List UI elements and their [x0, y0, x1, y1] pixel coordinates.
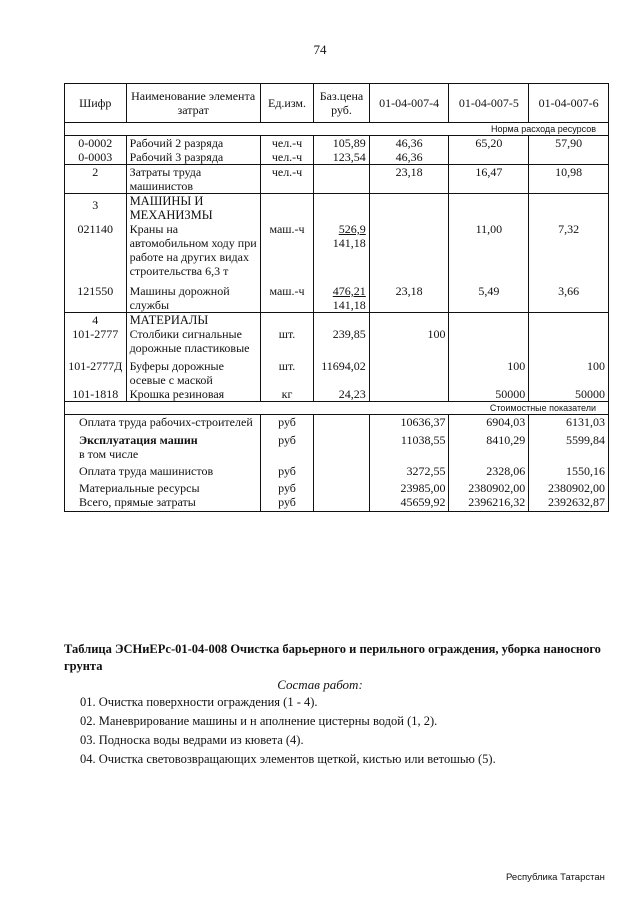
cost-v3: 5599,84	[529, 429, 609, 461]
cell-v3: 10,98	[529, 165, 609, 194]
cell-price	[314, 429, 370, 461]
cell-v3	[529, 150, 609, 165]
cell-price: 239,85	[314, 327, 370, 359]
cost-row	[65, 495, 609, 512]
norm-label-row	[65, 123, 609, 136]
table-row	[65, 150, 609, 165]
cell-v3: 57,90	[529, 136, 609, 151]
footer-region: Республика Татарстан	[506, 872, 605, 883]
cell-v3: 3,66	[529, 284, 609, 313]
cost-unit: руб	[260, 429, 313, 461]
price-value: 141,18	[332, 298, 366, 312]
cell-unit: шт.	[260, 327, 313, 359]
works-item: 03. Подноска воды ведрами из кювета (4).	[80, 733, 304, 747]
cell-v1	[369, 359, 449, 387]
works-item: 04. Очистка световозвращающих элементов щеткой, кистью или ветошью (5).	[80, 752, 496, 766]
cell-code: 4	[65, 313, 127, 328]
cell-name: Крошка резиновая	[126, 387, 260, 402]
cell-code: 3	[65, 194, 127, 223]
cost-row	[65, 478, 609, 495]
cell-v1	[369, 387, 449, 402]
table-row	[65, 284, 609, 313]
cost-row	[65, 429, 609, 461]
cell-v2: 100	[449, 359, 529, 387]
cell-v2	[449, 313, 529, 328]
cost-v1: 11038,55	[369, 429, 449, 461]
cost-name: Оплата труда рабочих-строителей	[65, 415, 261, 430]
cell-code: 2	[65, 165, 127, 194]
cell-name: Краны на автомобильном ходу при работе на других видах строительства 6,3 т	[126, 222, 260, 284]
header-unit: Ед.изм.	[260, 84, 313, 123]
table-header-row	[65, 84, 609, 123]
cell-v1: 100	[369, 327, 449, 359]
cost-v2: 8410,29	[449, 429, 529, 461]
cell-v2: 16,47	[449, 165, 529, 194]
cell-v2	[449, 150, 529, 165]
cell-v2: 5,49	[449, 284, 529, 313]
cell-code: 101-2777Д	[65, 359, 127, 387]
header-col1: 01-04-007-4	[369, 84, 449, 123]
cost-label: Стоимостные показатели	[65, 402, 609, 415]
cell-code: 021140	[65, 222, 127, 284]
cell-v1: 23,18	[369, 284, 449, 313]
cell-price: 123,54	[314, 150, 370, 165]
cell-code: 101-2777	[65, 327, 127, 359]
header-col2: 01-04-007-5	[449, 84, 529, 123]
header-price: Баз.цена руб.	[314, 84, 370, 123]
cell-v1: 46,36	[369, 136, 449, 151]
cost-v3: 6131,03	[529, 415, 609, 430]
works-item: 01. Очистка поверхности ограждения (1 - 4).	[80, 695, 318, 709]
cost-row	[65, 461, 609, 478]
cost-unit: руб	[260, 478, 313, 495]
cell-v3: 7,32	[529, 222, 609, 284]
cell-name: Буферы дорожные осевые с маской	[126, 359, 260, 387]
cost-v1: 45659,92	[369, 495, 449, 512]
cell-unit: маш.-ч	[260, 284, 313, 313]
cell-price	[314, 478, 370, 495]
table-row	[65, 359, 609, 387]
cell-price	[314, 165, 370, 194]
cost-name: Оплата труда машинистов	[65, 461, 261, 478]
cell-price	[314, 415, 370, 430]
price-value: 141,18	[332, 236, 366, 250]
cell-unit: чел.-ч	[260, 136, 313, 151]
cost-v1: 3272,55	[369, 461, 449, 478]
cost-v3: 2380902,00	[529, 478, 609, 495]
works-list	[80, 693, 620, 769]
table-row	[65, 165, 609, 194]
price-value: 526,9	[338, 222, 366, 236]
works-caption: Состав работ:	[277, 677, 363, 692]
resource-table	[64, 83, 609, 512]
cell-v3	[529, 313, 609, 328]
cost-unit: руб	[260, 415, 313, 430]
cell-code: 101-1818	[65, 387, 127, 402]
cost-v3: 2392632,87	[529, 495, 609, 512]
norm-label: Норма расхода ресурсов	[65, 123, 609, 136]
cell-price: 11694,02	[314, 359, 370, 387]
cell-unit	[260, 194, 313, 223]
cost-v1: 10636,37	[369, 415, 449, 430]
table-row	[65, 194, 609, 223]
cell-code: 0-0003	[65, 150, 127, 165]
cost-v3: 1550,16	[529, 461, 609, 478]
header-code: Шифр	[65, 84, 127, 123]
table-row	[65, 313, 609, 328]
cell-name: МАШИНЫ И МЕХАНИЗМЫ	[126, 194, 260, 223]
cell-price	[314, 313, 370, 328]
works-item: 02. Маневрирование машины и н аполнение цистерны водой (1, 2).	[80, 714, 438, 728]
cell-v2: 11,00	[449, 222, 529, 284]
price-value: 476,21	[332, 284, 366, 298]
cell-v2: 65,20	[449, 136, 529, 151]
cell-code: 121550	[65, 284, 127, 313]
cost-row	[65, 415, 609, 430]
cost-v2: 2396216,32	[449, 495, 529, 512]
cost-v2: 6904,03	[449, 415, 529, 430]
cell-v1	[369, 313, 449, 328]
cost-name	[65, 429, 261, 461]
cell-unit: чел.-ч	[260, 165, 313, 194]
header-col3: 01-04-007-6	[529, 84, 609, 123]
cost-subnote: в том числе	[79, 447, 139, 461]
cell-v1: 46,36	[369, 150, 449, 165]
cell-unit: чел.-ч	[260, 150, 313, 165]
cell-v2	[449, 327, 529, 359]
cost-name: Всего, прямые затраты	[65, 495, 261, 512]
cost-name-text: Эксплуатация машин	[79, 433, 198, 447]
cell-unit: шт.	[260, 359, 313, 387]
cell-unit: кг	[260, 387, 313, 402]
cell-price	[314, 461, 370, 478]
cost-v1: 23985,00	[369, 478, 449, 495]
cell-price	[314, 222, 370, 284]
cell-v3: 50000	[529, 387, 609, 402]
cell-price	[314, 495, 370, 512]
cell-name: Затраты труда машинистов	[126, 165, 260, 194]
table-row	[65, 387, 609, 402]
table-row	[65, 222, 609, 284]
cost-unit: руб	[260, 495, 313, 512]
cell-v1: 23,18	[369, 165, 449, 194]
cell-code: 0-0002	[65, 136, 127, 151]
cell-v3	[529, 194, 609, 223]
page-number: 74	[313, 42, 327, 57]
cell-name: Столбики сигнальные дорожные пластиковые	[126, 327, 260, 359]
cell-price: 24,23	[314, 387, 370, 402]
cell-price	[314, 194, 370, 223]
cell-v3: 100	[529, 359, 609, 387]
header-name: Наименование элемента затрат	[126, 84, 260, 123]
table-row	[65, 136, 609, 151]
cell-v2: 50000	[449, 387, 529, 402]
cell-price	[314, 284, 370, 313]
cell-name: Рабочий 2 разряда	[126, 136, 260, 151]
cell-name: Рабочий 3 разряда	[126, 150, 260, 165]
table-row	[65, 327, 609, 359]
cost-name: Материальные ресурсы	[65, 478, 261, 495]
cell-v1	[369, 194, 449, 223]
cell-v3	[529, 327, 609, 359]
cost-v2: 2380902,00	[449, 478, 529, 495]
cell-unit: маш.-ч	[260, 222, 313, 284]
cell-unit	[260, 313, 313, 328]
cell-v1	[369, 222, 449, 284]
cost-v2: 2328,06	[449, 461, 529, 478]
cell-price: 105,89	[314, 136, 370, 151]
cell-name: МАТЕРИАЛЫ	[126, 313, 260, 328]
cost-unit: руб	[260, 461, 313, 478]
section-title: Таблица ЭСНиЕРс-01-04-008 Очистка барьерного и перильного ограждения, уборка наносного грунта	[64, 642, 601, 673]
cell-v2	[449, 194, 529, 223]
cell-name: Машины дорожной службы	[126, 284, 260, 313]
cost-label-row	[65, 402, 609, 415]
